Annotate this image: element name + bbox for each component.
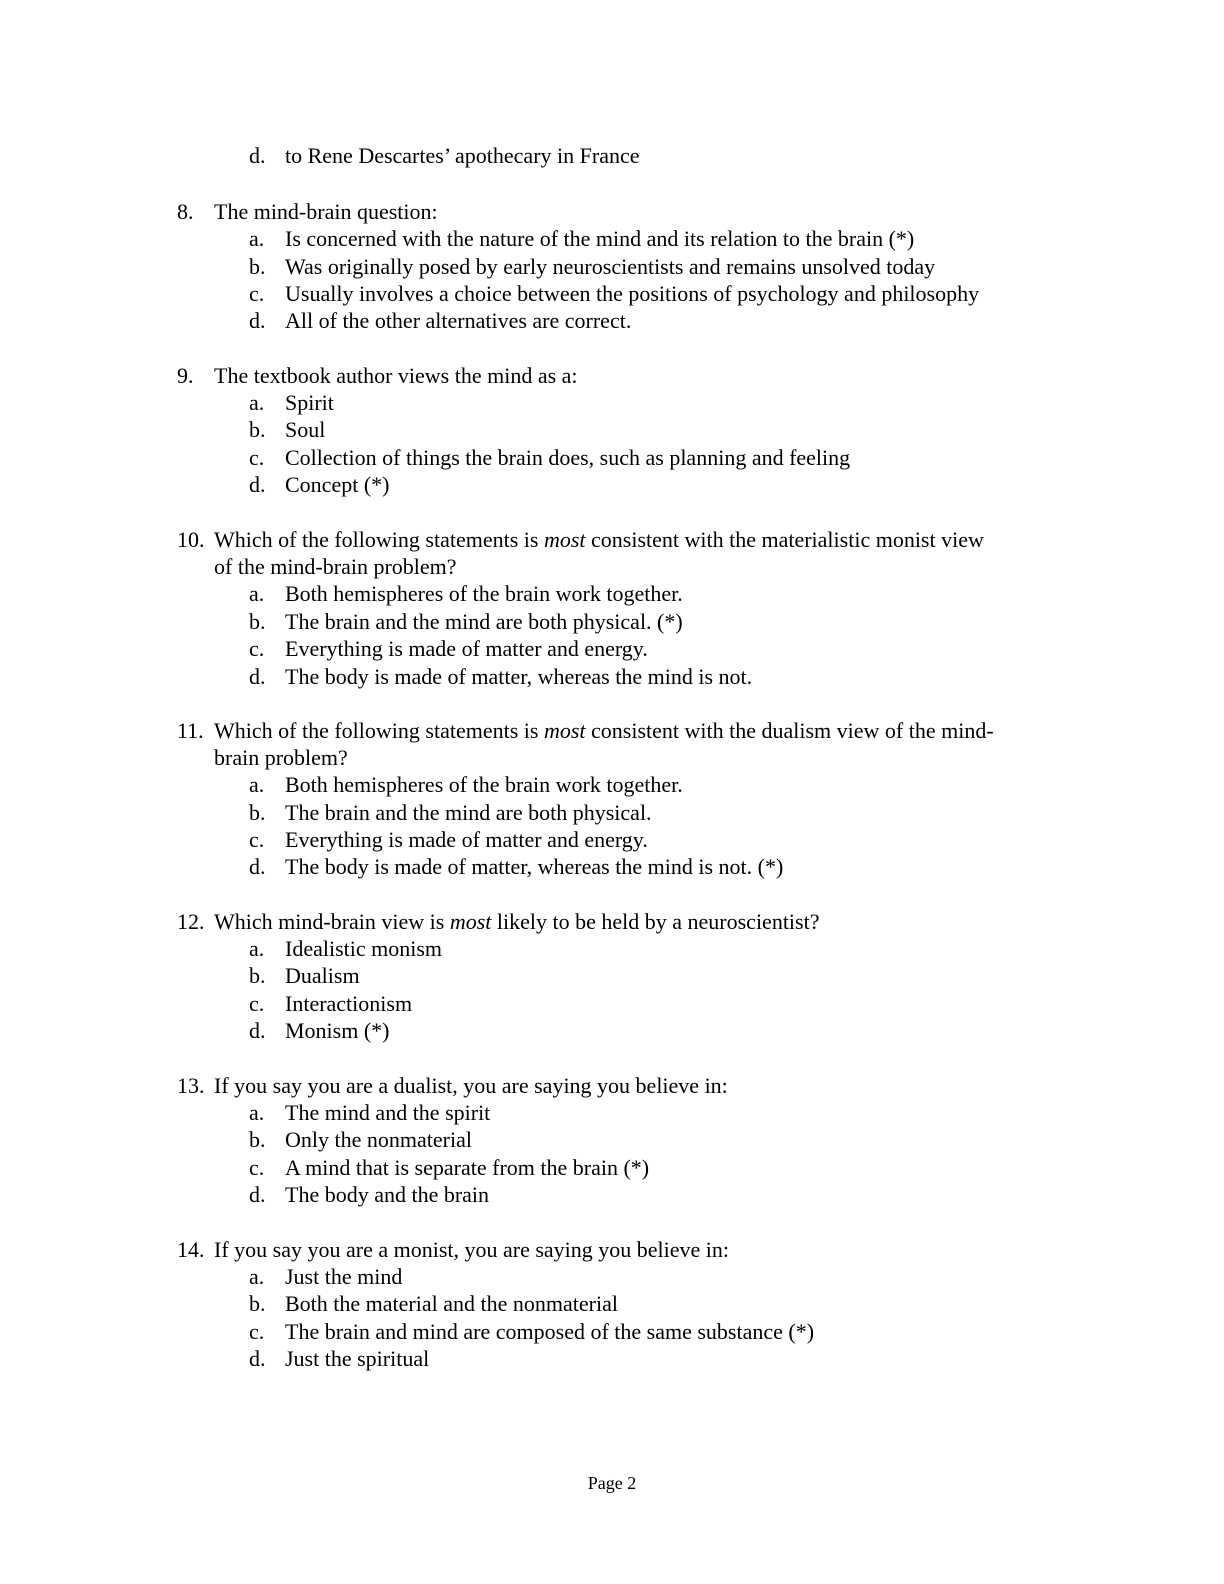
option-letter: b.	[249, 609, 266, 634]
question-number: 8.	[177, 199, 194, 224]
option-text: The mind and the spirit	[285, 1100, 491, 1125]
question-text: If you say you are a dualist, you are saying you believe in:	[214, 1073, 728, 1098]
option-text: The brain and the mind are both physical.	[285, 800, 652, 825]
option-text: Spirit	[285, 390, 334, 415]
option-text: Both hemispheres of the brain work together.	[285, 581, 683, 606]
question-number: 13.	[177, 1073, 205, 1098]
option-text: Only the nonmaterial	[285, 1127, 472, 1152]
option-letter: b.	[249, 1127, 266, 1152]
option-text: Just the spiritual	[285, 1346, 430, 1371]
option-text: Dualism	[285, 963, 360, 988]
option-letter: d.	[249, 472, 266, 497]
option-letter: b.	[249, 417, 266, 442]
question-text: Which of the following statements is most consistent with the materialistic monist view	[214, 527, 984, 552]
option-letter: c.	[249, 1155, 265, 1180]
option-text: All of the other alternatives are correct.	[285, 308, 632, 333]
option-text: Monism (*)	[285, 1018, 390, 1043]
option-text: Everything is made of matter and energy.	[285, 827, 648, 852]
option-letter: a.	[249, 1100, 265, 1125]
option-letter: a.	[249, 226, 265, 251]
option-text: to Rene Descartes’ apothecary in France	[285, 143, 640, 168]
option-letter: b.	[249, 800, 266, 825]
option-text: The body is made of matter, whereas the mind is not. (*)	[285, 854, 784, 879]
emphasis-text: most	[543, 718, 586, 743]
question-text: Which of the following statements is most consistent with the dualism view of the mind-	[214, 718, 994, 743]
option-letter: a.	[249, 1264, 265, 1289]
question-text: If you say you are a monist, you are saying you believe in:	[214, 1237, 730, 1262]
option-text: Just the mind	[285, 1264, 403, 1289]
option-text: Idealistic monism	[285, 936, 443, 961]
option-text: Collection of things the brain does, such as planning and feeling	[285, 445, 851, 470]
option-letter: a.	[249, 390, 265, 415]
option-letter: c.	[249, 445, 265, 470]
question-number: 12.	[177, 909, 205, 934]
option-letter: a.	[249, 936, 265, 961]
option-text: Both the material and the nonmaterial	[285, 1291, 618, 1316]
option-letter: a.	[249, 772, 265, 797]
option-letter: c.	[249, 827, 265, 852]
option-letter: c.	[249, 281, 265, 306]
option-text: Usually involves a choice between the positions of psychology and philosophy	[285, 281, 980, 306]
option-letter: c.	[249, 991, 265, 1016]
question-text: The textbook author views the mind as a:	[214, 363, 578, 388]
question-text: The mind-brain question:	[214, 199, 438, 224]
page-number-footer: Page 2	[587, 1473, 637, 1493]
question-number: 11.	[177, 718, 204, 743]
option-text: A mind that is separate from the brain (*)	[285, 1155, 650, 1180]
option-letter: c.	[249, 636, 265, 661]
option-text: The brain and mind are composed of the same substance (*)	[285, 1319, 815, 1344]
option-letter: b.	[249, 963, 266, 988]
option-text: The body is made of matter, whereas the mind is not.	[285, 664, 753, 689]
option-letter: d.	[249, 308, 266, 333]
question-text: brain problem?	[214, 745, 348, 770]
question-text: of the mind-brain problem?	[214, 554, 457, 579]
option-text: Everything is made of matter and energy.	[285, 636, 648, 661]
question-number: 10.	[177, 527, 205, 552]
option-letter: a.	[249, 581, 265, 606]
option-text: Both hemispheres of the brain work together.	[285, 772, 683, 797]
option-text: The body and the brain	[285, 1182, 490, 1207]
option-letter: d.	[249, 1018, 266, 1043]
question-number: 14.	[177, 1237, 205, 1262]
option-text: Is concerned with the nature of the mind and its relation to the brain (*)	[285, 226, 915, 251]
option-text: Soul	[285, 417, 326, 442]
option-letter: d.	[249, 1346, 266, 1371]
option-text: Was originally posed by early neuroscientists and remains unsolved today	[285, 254, 936, 279]
option-text: Concept (*)	[285, 472, 390, 497]
option-letter: b.	[249, 1291, 266, 1316]
option-letter: c.	[249, 1319, 265, 1344]
option-letter: b.	[249, 254, 266, 279]
option-letter: d.	[249, 664, 266, 689]
option-letter: d.	[249, 854, 266, 879]
option-letter: d.	[249, 1182, 266, 1207]
option-letter: d.	[249, 143, 266, 168]
emphasis-text: most	[449, 909, 492, 934]
emphasis-text: most	[543, 527, 586, 552]
option-text: Interactionism	[285, 991, 413, 1016]
question-text: Which mind-brain view is most likely to be held by a neuroscientist?	[214, 909, 820, 934]
option-text: The brain and the mind are both physical. (*)	[285, 609, 683, 634]
question-number: 9.	[177, 363, 194, 388]
